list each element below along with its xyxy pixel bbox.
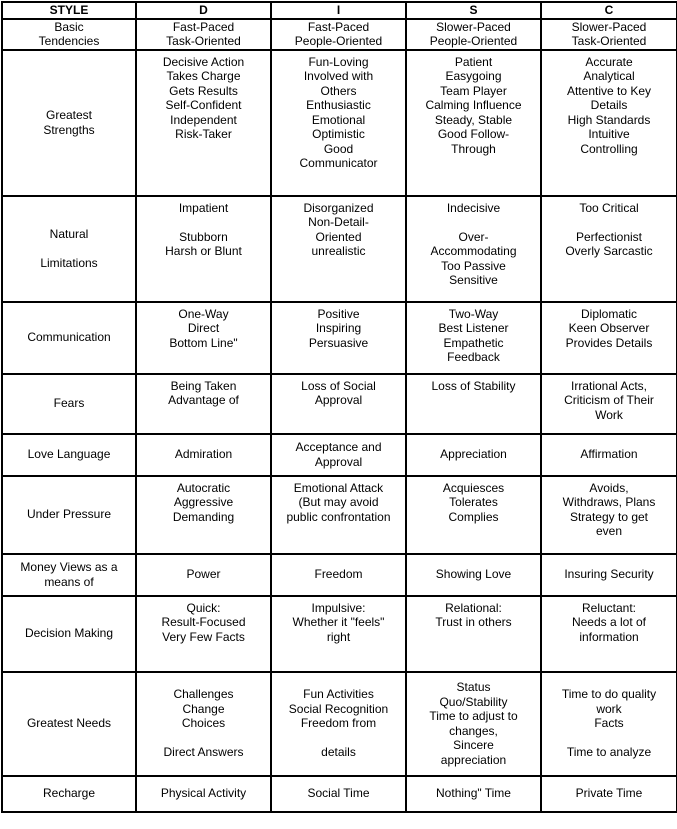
cell-text-line: Diplomatic — [580, 306, 637, 321]
cell-d — [136, 434, 271, 476]
cell-c — [541, 302, 677, 374]
cell-text-line: Approval — [314, 454, 363, 469]
cell-text-line: means of — [44, 574, 94, 589]
cell-text-line: Showing Love — [435, 567, 512, 582]
cell-text-line: Emotional Attack — [293, 480, 384, 495]
row-label-cell — [2, 776, 136, 812]
cell-text-line: Slower-Paced — [436, 19, 511, 34]
cell-text-line: (But may avoid — [298, 495, 379, 509]
cell-text-line: Stubborn — [179, 229, 228, 244]
cell-i — [271, 302, 406, 374]
cell-text-line: Risk-Taker — [175, 127, 232, 141]
cell-text-line: changes, — [449, 723, 498, 738]
cell-text-line: Being Taken — [170, 378, 237, 393]
cell-text-line: Under Pressure — [26, 507, 112, 522]
cell-text-line: Avoids, — [589, 480, 629, 495]
table-row — [2, 19, 677, 50]
cell-text-line: Status — [456, 680, 491, 694]
header-d: D — [136, 2, 271, 19]
cell-d — [136, 596, 271, 672]
cell-text-line: Challenges — [173, 687, 234, 702]
cell-text-line: Nothing" Time — [436, 786, 511, 801]
cell-text-line: Keen Observer — [568, 321, 650, 335]
cell-text-line: Emotional — [311, 112, 366, 127]
spacer-line — [139, 215, 268, 230]
cell-text-line: Reluctant: — [581, 600, 637, 615]
cell-text-line: Easygoing — [445, 69, 502, 83]
cell-text-line: Affirmation — [580, 447, 638, 462]
cell-text-line: Time to do quality — [561, 687, 657, 702]
cell-text-line: Limitations — [40, 255, 98, 270]
row-label-cell — [2, 302, 136, 374]
cell-text-line: Attentive to Key — [566, 83, 652, 98]
header-c: C — [541, 2, 677, 19]
cell-c — [541, 374, 677, 434]
cell-text-line: Gets Results — [169, 83, 238, 98]
cell-text-line: Natural — [49, 226, 89, 241]
cell-text-line: Fast-Paced — [307, 19, 370, 34]
cell-text-line: Too Critical — [579, 200, 639, 215]
cell-text-line: Harsh or Blunt — [165, 244, 242, 258]
cell-text-line: Disorganized — [303, 200, 374, 215]
cell-text-line: Acceptance and — [295, 440, 382, 454]
cell-d — [136, 302, 271, 374]
cell-text-line: People-Oriented — [294, 34, 383, 48]
cell-c — [541, 596, 677, 672]
row-label-cell — [2, 596, 136, 672]
cell-text-line: Direct — [187, 321, 220, 335]
cell-d — [136, 776, 271, 812]
cell-text-line: Calming Influence — [425, 98, 522, 112]
row-label-cell — [2, 196, 136, 302]
row-label-cell — [2, 554, 136, 596]
cell-text-line: Team Player — [440, 83, 507, 98]
cell-text-line: Task-Oriented — [166, 34, 241, 48]
cell-c — [541, 196, 677, 302]
spacer-line — [409, 215, 538, 230]
cell-text-line: Money Views as a — [20, 560, 118, 574]
cell-text-line: Social Recognition — [288, 701, 389, 716]
cell-s — [406, 596, 541, 672]
cell-s — [406, 374, 541, 434]
cell-i — [271, 596, 406, 672]
cell-d — [136, 476, 271, 554]
header-s: S — [406, 2, 541, 19]
cell-text-line: Indecisive — [446, 200, 501, 215]
cell-text-line: Change — [182, 701, 225, 716]
cell-text-line: Sensitive — [449, 273, 498, 287]
cell-text-line: Tendencies — [38, 34, 100, 48]
cell-text-line: Basic — [54, 19, 84, 34]
cell-text-line: Demanding — [172, 509, 235, 524]
cell-text-line: Provides Details — [565, 335, 653, 350]
cell-i — [271, 776, 406, 812]
cell-text-line: Greatest — [45, 108, 93, 122]
cell-text-line: Through — [451, 141, 496, 156]
cell-text-line: Analytical — [583, 69, 635, 83]
cell-text-line: work — [596, 701, 622, 716]
cell-s — [406, 196, 541, 302]
row-label-cell — [2, 434, 136, 476]
cell-text-line: Too Passive — [441, 258, 506, 273]
cell-text-line: Acquiesces — [442, 480, 505, 495]
cell-text-line: right — [326, 629, 351, 644]
cell-text-line: Quick: — [186, 600, 221, 615]
header-style: STYLE — [2, 2, 136, 19]
cell-text-line: Oriented — [315, 229, 362, 244]
cell-c — [541, 434, 677, 476]
spacer-line — [544, 215, 674, 230]
cell-text-line: Decision Making — [24, 626, 114, 641]
cell-text-line: Communicator — [299, 156, 378, 170]
cell-s — [406, 19, 541, 50]
cell-text-line: Inspiring — [315, 321, 362, 335]
cell-s — [406, 776, 541, 812]
row-label-cell — [2, 50, 136, 196]
cell-text-line: Fun-Loving — [308, 54, 369, 69]
header-row — [2, 2, 677, 19]
cell-text-line: Autocratic — [176, 480, 231, 495]
cell-text-line: Best Listener — [438, 321, 509, 335]
cell-text-line: Slower-Paced — [571, 19, 647, 34]
cell-d — [136, 196, 271, 302]
cell-text-line: Accurate — [585, 54, 633, 69]
cell-c — [541, 19, 677, 50]
cell-text-line: Others — [320, 83, 357, 98]
cell-text-line: Controlling — [580, 141, 638, 156]
cell-text-line: Persuasive — [308, 335, 369, 350]
cell-text-line: Empathetic — [443, 335, 504, 350]
cell-text-line: Over- — [458, 229, 489, 244]
cell-text-line: Withdraws, Plans — [562, 495, 656, 509]
cell-text-line: Intuitive — [588, 127, 630, 141]
cell-text-line: information — [579, 629, 639, 644]
spacer-line — [5, 241, 133, 256]
disc-style-table — [1, 1, 677, 813]
cell-text-line: Direct Answers — [163, 745, 244, 760]
cell-text-line: Good Follow- — [437, 127, 510, 141]
cell-text-line: Insuring Security — [564, 567, 654, 582]
cell-text-line: Accommodating — [430, 244, 517, 258]
cell-i — [271, 672, 406, 776]
table-row — [2, 596, 677, 672]
cell-text-line: Quo/Stability — [439, 694, 508, 709]
cell-text-line: Time to analyze — [566, 745, 652, 760]
row-label-cell — [2, 19, 136, 50]
cell-text-line: Independent — [170, 112, 237, 127]
cell-d — [136, 554, 271, 596]
cell-i — [271, 374, 406, 434]
cell-i — [271, 476, 406, 554]
cell-text-line: Greatest Needs — [26, 716, 112, 731]
cell-text-line: Physical Activity — [160, 786, 247, 801]
cell-text-line: Choices — [181, 716, 226, 731]
cell-text-line: High Standards — [567, 112, 651, 127]
cell-text-line: Communication — [27, 330, 111, 345]
cell-text-line: Time to adjust to — [429, 709, 518, 723]
cell-text-line: Details — [590, 98, 628, 112]
cell-text-line: Advantage of — [168, 393, 239, 407]
cell-text-line: Freedom from — [300, 716, 377, 731]
cell-text-line: Whether it "feels" — [292, 615, 385, 629]
cell-text-line: Result-Focused — [161, 615, 246, 629]
cell-text-line: Loss of Stability — [431, 378, 516, 393]
cell-i — [271, 50, 406, 196]
cell-d — [136, 19, 271, 50]
cell-text-line: details — [321, 745, 356, 760]
cell-text-line: Bottom Line" — [169, 335, 238, 350]
cell-d — [136, 672, 271, 776]
cell-text-line: Relational: — [445, 600, 502, 615]
table-row — [2, 50, 677, 196]
cell-text-line: Self-Confident — [165, 98, 242, 112]
cell-text-line: Involved with — [303, 69, 374, 83]
cell-text-line: Strengths — [43, 122, 95, 137]
cell-text-line: Appreciation — [440, 447, 507, 462]
cell-text-line: Tolerates — [449, 495, 498, 509]
cell-i — [271, 554, 406, 596]
cell-text-line: Patient — [454, 54, 493, 69]
cell-s — [406, 672, 541, 776]
cell-text-line: Fears — [53, 396, 85, 411]
cell-text-line: Private Time — [575, 786, 643, 801]
cell-c — [541, 776, 677, 812]
row-label-cell — [2, 374, 136, 434]
cell-text-line: People-Oriented — [429, 34, 518, 48]
cell-text-line: Social Time — [307, 786, 370, 801]
table-row — [2, 374, 677, 434]
cell-text-line: Enthusiastic — [306, 98, 371, 112]
cell-text-line: Power — [186, 567, 221, 582]
cell-text-line: Admiration — [174, 447, 233, 462]
cell-s — [406, 50, 541, 196]
table-row — [2, 434, 677, 476]
spacer-line — [274, 731, 403, 746]
cell-text-line: Strategy to get — [569, 509, 649, 524]
cell-text-line: Optimistic — [312, 127, 365, 141]
cell-text-line: appreciation — [440, 752, 507, 767]
cell-c — [541, 554, 677, 596]
cell-text-line: Steady, Stable — [434, 112, 513, 127]
table-row — [2, 554, 677, 596]
cell-i — [271, 19, 406, 50]
table-row — [2, 302, 677, 374]
cell-c — [541, 476, 677, 554]
cell-i — [271, 196, 406, 302]
spacer-line — [139, 731, 268, 746]
cell-text-line: Sincere — [453, 738, 494, 752]
cell-text-line: Overly Sarcastic — [565, 244, 653, 258]
cell-text-line: Loss of Social — [301, 378, 376, 393]
cell-s — [406, 476, 541, 554]
cell-text-line: Impulsive: — [311, 600, 366, 615]
cell-text-line: Trust in others — [435, 615, 512, 629]
cell-c — [541, 672, 677, 776]
cell-d — [136, 374, 271, 434]
table-row — [2, 476, 677, 554]
cell-text-line: Complies — [448, 509, 499, 524]
cell-text-line: Two-Way — [448, 306, 499, 321]
cell-text-line: Recharge — [42, 786, 96, 801]
cell-s — [406, 434, 541, 476]
cell-s — [406, 554, 541, 596]
spacer-line — [544, 731, 674, 746]
cell-text-line: Impatient — [178, 200, 229, 215]
cell-text-line: unrealistic — [311, 244, 366, 258]
cell-text-line: Good — [323, 141, 354, 156]
cell-text-line: One-Way — [178, 306, 229, 321]
table-row — [2, 776, 677, 812]
cell-text-line: public confrontation — [286, 509, 391, 524]
cell-c — [541, 50, 677, 196]
cell-text-line: Criticism of Their — [564, 393, 654, 407]
cell-text-line: Positive — [317, 306, 360, 321]
cell-i — [271, 434, 406, 476]
cell-text-line: Perfectionist — [575, 229, 643, 244]
cell-text-line: even — [595, 524, 623, 538]
cell-text-line: Facts — [594, 716, 624, 731]
cell-text-line: Freedom — [314, 567, 363, 582]
cell-text-line: Work — [595, 407, 623, 422]
cell-text-line: Decisive Action — [162, 54, 245, 69]
row-label-cell — [2, 672, 136, 776]
cell-text-line: Very Few Facts — [162, 629, 245, 644]
row-label-cell — [2, 476, 136, 554]
header-i: I — [271, 2, 406, 19]
cell-text-line: Approval — [314, 393, 363, 407]
cell-text-line: Non-Detail- — [308, 215, 369, 229]
cell-text-line: Irrational Acts, — [570, 378, 648, 393]
cell-s — [406, 302, 541, 374]
cell-d — [136, 50, 271, 196]
table-row — [2, 672, 677, 776]
cell-text-line: Feedback — [447, 350, 500, 364]
cell-text-line: Task-Oriented — [571, 34, 647, 48]
cell-text-line: Fun Activities — [303, 687, 374, 702]
table-row — [2, 196, 677, 302]
cell-text-line: Needs a lot of — [571, 615, 647, 629]
cell-text-line: Takes Charge — [166, 69, 241, 83]
cell-text-line: Aggressive — [173, 495, 234, 509]
cell-text-line: Fast-Paced — [172, 19, 235, 34]
cell-text-line: Love Language — [27, 447, 111, 462]
